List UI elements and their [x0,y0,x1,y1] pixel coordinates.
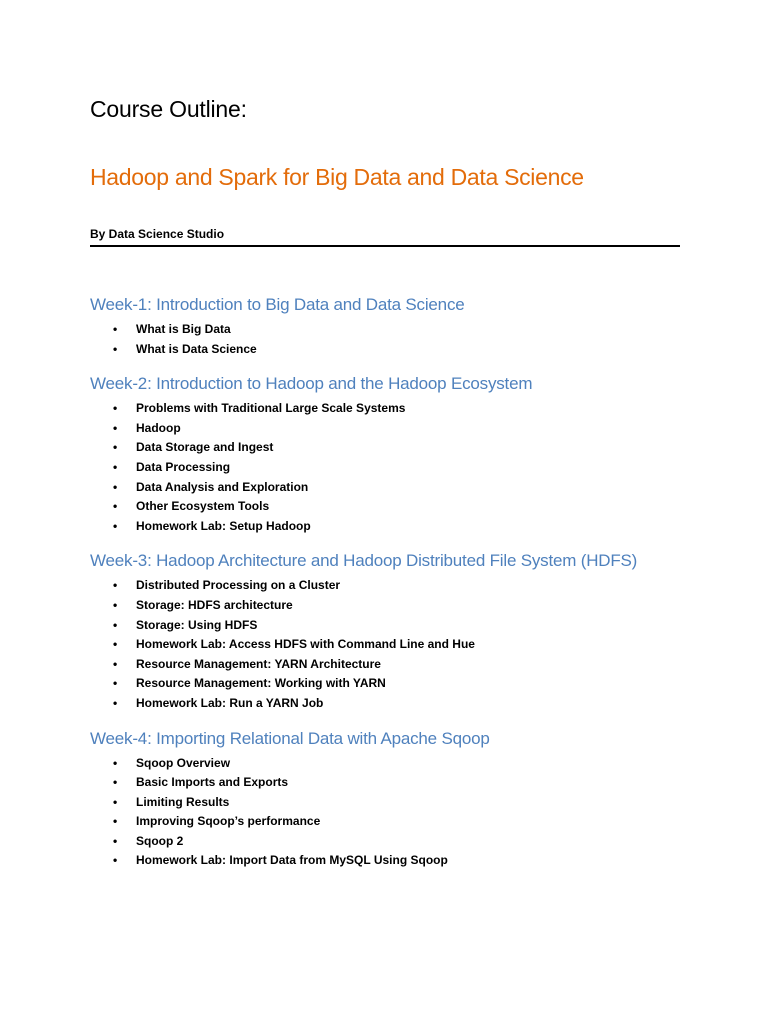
bullet-icon: • [113,755,118,770]
list-item-text: Import Data from MySQL Using Sqoop [229,853,448,868]
list-item [90,576,680,596]
bullet-icon: • [113,420,118,435]
list-item [90,616,680,636]
homework-lab-prefix: Homework Lab: [136,853,227,868]
homework-lab-prefix: Homework Lab: [136,637,227,652]
list-item [90,851,680,871]
bullet-icon: • [113,597,118,612]
week-topic-list [90,754,680,872]
list-item [90,517,680,537]
list-item [90,694,680,714]
list-item-text: Limiting Results [136,794,230,809]
bullet-icon: • [113,401,118,416]
homework-lab-prefix: Homework Lab: [136,518,227,533]
homework-lab-prefix: Homework Lab: [136,695,227,710]
bullet-icon: • [113,814,118,829]
list-item [90,812,680,832]
list-item-text: Resource Management: Working with YARN [136,676,386,691]
list-item [90,399,680,419]
list-item [90,438,680,458]
list-item-text: Sqoop 2 [136,833,184,848]
list-item [90,419,680,439]
bullet-icon: • [113,794,118,809]
list-item [90,832,680,852]
list-item-text: Problems with Traditional Large Scale Systems [136,401,406,416]
week-heading: Week-1: Introduction to Big Data and Data Science [90,295,465,314]
bullet-icon: • [113,617,118,632]
list-item-text: Data Processing [136,459,231,474]
bullet-icon: • [113,518,118,533]
week-heading: Week-4: Importing Relational Data with Apache Sqoop [90,728,490,748]
list-item [90,773,680,793]
list-item [90,754,680,774]
bullet-icon: • [113,676,118,691]
bullet-icon: • [113,499,118,514]
header-divider [90,245,680,247]
list-item-text: Data Storage and Ingest [136,440,274,455]
bullet-icon: • [113,341,118,356]
list-item [90,635,680,655]
bullet-icon: • [113,479,118,494]
week-heading: Week-3: Hadoop Architecture and Hadoop Distributed File System (HDFS) [90,551,638,571]
list-item [90,596,680,616]
list-item [90,793,680,813]
list-item [90,320,680,340]
bullet-icon: • [113,833,118,848]
list-item-text: Run a YARN Job [229,695,324,710]
course-title: Hadoop and Spark for Big Data and Data Science [90,164,584,190]
bullet-icon: • [113,578,118,593]
bullet-icon: • [113,695,118,710]
bullet-icon: • [113,440,118,455]
list-item-text: Data Analysis and Exploration [136,479,309,494]
list-item-text: Storage: Using HDFS [136,617,258,632]
list-item-text: Distributed Processing on a Cluster [136,578,341,593]
week-topic-list [90,576,680,713]
list-item-text: Other Ecosystem Tools [136,499,270,514]
bullet-icon: • [113,637,118,652]
list-item-text: Improving Sqoop’s performance [136,814,321,829]
list-item [90,655,680,675]
bullet-icon: • [113,459,118,474]
list-item-text: Sqoop Overview [136,755,231,770]
bullet-icon: • [113,322,118,336]
list-item-text: Resource Management: YARN Architecture [136,656,381,671]
list-item [90,458,680,478]
week-topic-list [90,399,680,536]
author-line: By Data Science Studio [90,227,225,241]
list-item [90,478,680,498]
list-item-text: Basic Imports and Exports [136,775,289,790]
list-item [90,674,680,694]
list-item-text: What is Data Science [136,341,257,356]
list-item-text: Access HDFS with Command Line and Hue [228,637,475,652]
week-topic-list [90,320,680,359]
bullet-icon: • [113,853,118,868]
list-item-text: Storage: HDFS architecture [136,597,293,612]
week-sections [90,292,680,883]
list-item-text: Hadoop [136,420,181,435]
bullet-icon: • [113,775,118,790]
list-item-text: What is Big Data [136,322,231,336]
list-item [90,497,680,517]
week-heading: Week-2: Introduction to Hadoop and the Hadoop Ecosystem [90,374,533,394]
list-item [90,340,680,360]
list-item-text: Setup Hadoop [229,518,311,533]
bullet-icon: • [113,656,118,671]
course-outline-label: Course Outline: [90,96,247,122]
